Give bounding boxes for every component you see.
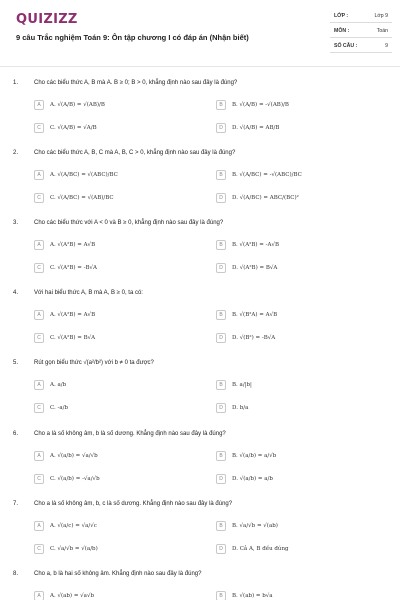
option-letter-box[interactable]: A — [34, 451, 44, 461]
option-letter-box[interactable]: A — [34, 380, 44, 390]
header-divider — [0, 66, 400, 67]
option-label: B. √(a/b) = a/√b — [232, 453, 277, 459]
option-label: C. -a/b — [50, 405, 69, 411]
option-label: C. √(a/b) = -√a/√b — [50, 476, 100, 482]
answer-option[interactable] — [34, 193, 204, 205]
option-label: A. √(a/c) = √a/√c — [50, 523, 97, 529]
question-text: Rút gọn biểu thức √(a²/b²) với b ≠ 0 ta được? — [34, 360, 154, 366]
question-number: 1. — [13, 80, 19, 86]
option-letter-box[interactable]: D — [216, 544, 226, 554]
answer-option[interactable] — [34, 403, 204, 415]
option-label: A. √(A²B) = A√B — [50, 312, 96, 318]
meta-row-subject — [330, 25, 392, 38]
question-text: Cho các biểu thức A, B, C mà A, B, C > 0, khẳng định nào sau đây là đúng? — [34, 150, 236, 156]
question-text: Với hai biểu thức A, B mà A, B ≥ 0, ta có: — [34, 290, 143, 296]
meta-row-class — [330, 10, 392, 23]
option-label: D. Cả A, B đều đúng — [232, 546, 289, 552]
meta-value: Toán — [376, 28, 388, 34]
page-title: 9 câu Trắc nghiệm Toán 9: Ôn tập chương I có đáp án (Nhận biết) — [16, 33, 249, 42]
meta-row-count — [330, 40, 392, 53]
question-number: 7. — [13, 501, 19, 507]
answer-option[interactable] — [216, 380, 386, 392]
question-number: 5. — [13, 360, 19, 366]
option-label: C. √(A²B) = -B√A — [50, 265, 98, 271]
option-label: A. √(A/B) = √(AB)/B — [50, 102, 105, 108]
question-item — [0, 220, 400, 290]
option-letter-box[interactable]: A — [34, 591, 44, 600]
question-item — [0, 571, 400, 600]
option-label: B. √(A/BC) = -√(ABC)/BC — [232, 172, 302, 178]
meta-table — [330, 10, 392, 56]
option-letter-box[interactable]: C — [34, 123, 44, 133]
answer-option[interactable] — [34, 170, 204, 182]
option-label: B. √(A/B) = -√(AB)/B — [232, 102, 289, 108]
option-letter-box[interactable]: A — [34, 521, 44, 531]
option-letter-box[interactable]: B — [216, 310, 226, 320]
question-number: 8. — [13, 571, 19, 577]
option-letter-box[interactable]: A — [34, 100, 44, 110]
answer-option[interactable] — [216, 100, 386, 112]
answer-option[interactable] — [216, 451, 386, 463]
answer-option[interactable] — [216, 333, 386, 345]
answer-option[interactable] — [34, 100, 204, 112]
question-text: Cho các biểu thức A, B mà A. B ≥ 0; B > 0, khẳng định nào sau đây là đúng? — [34, 80, 238, 86]
option-letter-box[interactable]: A — [34, 240, 44, 250]
answer-option[interactable] — [216, 240, 386, 252]
question-text: Cho a, b là hai số không âm. Khẳng định nào sau đây là đúng? — [34, 571, 202, 577]
answer-option[interactable] — [34, 521, 204, 533]
meta-key: LỚP : — [334, 13, 349, 19]
option-label: D. b/a — [232, 405, 249, 411]
answer-option[interactable] — [34, 451, 204, 463]
option-letter-box[interactable]: D — [216, 193, 226, 203]
option-label: D. √(A/BC) = ABC/(BC)² — [232, 195, 299, 201]
option-letter-box[interactable]: D — [216, 263, 226, 273]
answer-option[interactable] — [216, 521, 386, 533]
option-label: A. √(A/BC) = √(ABC)/BC — [50, 172, 118, 178]
option-label: B. a/|b| — [232, 382, 252, 388]
option-label: D. √(a/b) = a/b — [232, 476, 273, 482]
option-label: A. √(ab) = √a√b — [50, 593, 94, 599]
answer-option[interactable] — [34, 591, 204, 600]
answer-option[interactable] — [34, 240, 204, 252]
option-label: A. a/b — [50, 382, 67, 388]
option-label: B. √(ab) = b√a — [232, 593, 273, 599]
option-label: C. √a/√b = √(a/b) — [50, 546, 98, 552]
question-number: 2. — [13, 150, 19, 156]
option-letter-box[interactable]: B — [216, 591, 226, 600]
answer-option[interactable] — [216, 403, 386, 415]
option-letter-box[interactable]: D — [216, 333, 226, 343]
question-item — [0, 290, 400, 360]
question-item — [0, 501, 400, 571]
option-letter-box[interactable]: C — [34, 474, 44, 484]
answer-option[interactable] — [216, 591, 386, 600]
answer-option[interactable] — [34, 310, 204, 322]
option-letter-box[interactable]: B — [216, 451, 226, 461]
question-text: Cho a là số không âm, b, c là số dương. Khẳng định nào sau đây là đúng? — [34, 501, 233, 507]
option-label: C. √(A/BC) = √(AB)/BC — [50, 195, 114, 201]
option-letter-box[interactable]: B — [216, 240, 226, 250]
question-text: Cho a là số không âm, b là số dương. Khẳng định nào sau đây là đúng? — [34, 431, 226, 437]
option-letter-box[interactable]: D — [216, 474, 226, 484]
question-item — [0, 431, 400, 501]
answer-option[interactable] — [216, 170, 386, 182]
question-number: 3. — [13, 220, 19, 226]
question-number: 6. — [13, 431, 19, 437]
answer-option[interactable] — [34, 380, 204, 392]
option-letter-box[interactable]: A — [34, 310, 44, 320]
option-label: D. √(B²) = -B√A — [232, 335, 276, 341]
answer-option[interactable] — [34, 474, 204, 486]
option-letter-box[interactable]: C — [34, 403, 44, 413]
option-label: C. √(A²B) = B√A — [50, 335, 96, 341]
option-letter-box[interactable]: B — [216, 100, 226, 110]
option-label: C. √(A/B) = √A/B — [50, 125, 97, 131]
option-label: D. √(A²B) = B√A — [232, 265, 278, 271]
answer-option[interactable] — [34, 333, 204, 345]
option-letter-box[interactable]: C — [34, 193, 44, 203]
question-item — [0, 360, 400, 430]
option-letter-box[interactable]: B — [216, 521, 226, 531]
option-letter-box[interactable]: D — [216, 123, 226, 133]
option-label: A. √(A²B) = A√B — [50, 242, 96, 248]
answer-option[interactable] — [216, 310, 386, 322]
answer-option[interactable] — [216, 123, 386, 135]
question-number: 4. — [13, 290, 19, 296]
brand-logo[interactable]: QUIZIZZ — [16, 12, 78, 27]
meta-value: Lớp 9 — [374, 13, 388, 19]
option-letter-box[interactable]: C — [34, 263, 44, 273]
option-label: A. √(a/b) = √a/√b — [50, 453, 98, 459]
page-header — [0, 0, 400, 62]
answer-option[interactable] — [34, 263, 204, 275]
option-letter-box[interactable]: B — [216, 380, 226, 390]
answer-option[interactable] — [216, 474, 386, 486]
answer-option[interactable] — [216, 544, 386, 556]
option-letter-box[interactable]: B — [216, 170, 226, 180]
option-letter-box[interactable]: D — [216, 403, 226, 413]
meta-key: MÔN : — [334, 28, 350, 34]
answer-option[interactable] — [216, 193, 386, 205]
question-text: Cho các biểu thức với A < 0 và B ≥ 0, khẳng định nào sau đây là đúng? — [34, 220, 224, 226]
option-letter-box[interactable]: C — [34, 544, 44, 554]
question-item — [0, 150, 400, 220]
answer-option[interactable] — [34, 123, 204, 135]
answer-option[interactable] — [34, 544, 204, 556]
option-label: B. √(B²A) = A√B — [232, 312, 278, 318]
meta-value: 9 — [385, 43, 388, 49]
option-letter-box[interactable]: C — [34, 333, 44, 343]
option-label: B. √a/√b = √(ab) — [232, 523, 278, 529]
option-label: D. √(A/B) = AB/B — [232, 125, 280, 131]
option-label: B. √(A²B) = -A√B — [232, 242, 280, 248]
meta-key: SỐ CÂU : — [334, 43, 358, 49]
answer-option[interactable] — [216, 263, 386, 275]
option-letter-box[interactable]: A — [34, 170, 44, 180]
question-item — [0, 80, 400, 150]
